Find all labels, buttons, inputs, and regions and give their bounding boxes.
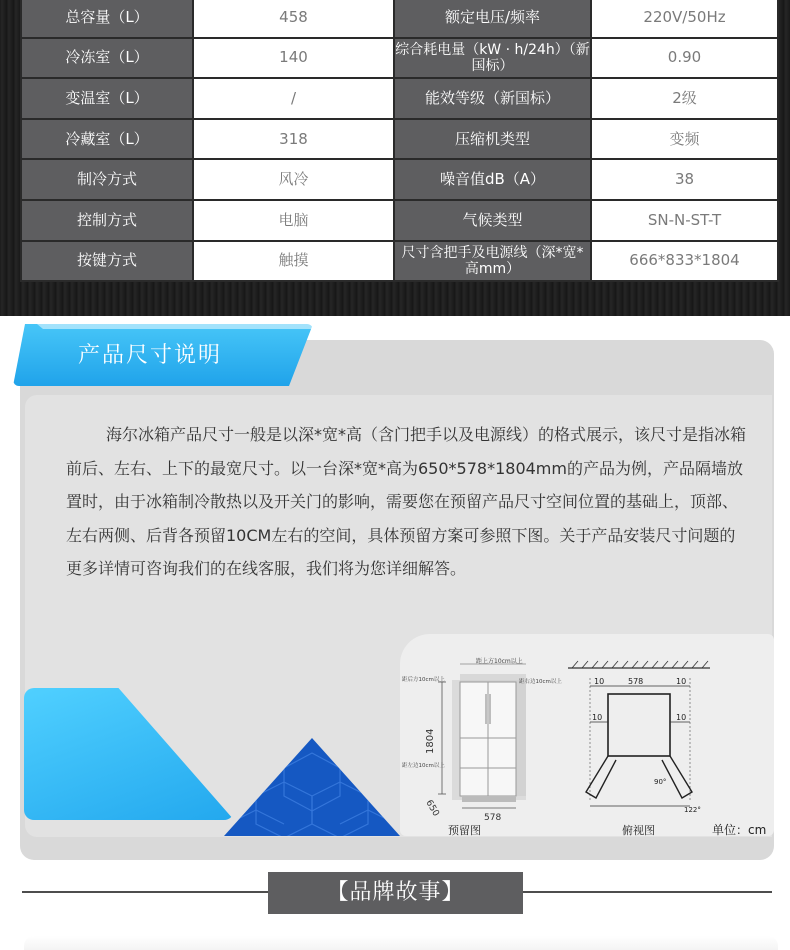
gap-top-right: 10 [676,677,687,686]
spec-key: 尺寸含把手及电源线（深*宽*高mm） [394,241,591,282]
back-clearance-note: 距后方10cm以上 [402,677,445,683]
dimension-diagram [400,634,774,836]
size-description: 海尔冰箱产品尺寸一般是以深*宽*高（含门把手以及电源线）的格式展示，该尺寸是指冰箱前后、左右、上下的最宽尺寸。以一台深*宽*高为650*578*1804mm的产品为例，产品隔墙放置时，由于冰箱制冷散热以及开关门的影响，需要您在预留产品尺寸空间位置的基础上，顶部、左右两侧、后背各预留10CM左右的空间，具体预留方案可参照下图。关于产品安装尺寸问题的更多详情可咨询我们的在线客服，我们将为您详细解答。 [66,425,747,578]
spec-key: 能效等级（新国标） [394,78,591,119]
spec-value: / [193,78,394,119]
table-row [21,200,778,241]
spec-key: 变温室（L） [21,78,193,119]
spec-table [20,0,779,282]
spec-value: SN-N-ST-T [591,200,778,241]
table-row [21,119,778,160]
plan-width: 578 [628,677,644,686]
spec-value: 318 [193,119,394,160]
section-title: 产品尺寸说明 [78,343,223,368]
front-diagram-label: 预留图 [448,824,481,836]
top-clearance-note: 距上方10cm以上 [476,658,523,665]
spec-value: 38 [591,159,778,200]
spec-key: 噪音值dB（A） [394,159,591,200]
spec-value: 0.90 [591,38,778,79]
brand-story-card-top [24,936,778,950]
spec-value: 220V/50Hz [591,0,778,38]
width-dimension: 578 [484,813,502,823]
svg-text:距左边10cm以上 [402,761,445,769]
spec-key: 额定电压/频率 [394,0,591,38]
size-section [0,316,790,876]
spec-value: 风冷 [193,159,394,200]
brand-story-title: 【品牌故事】 [268,872,523,914]
spec-value: 2级 [591,78,778,119]
spec-table-section [0,0,790,316]
table-row [21,159,778,200]
gap-side-right: 10 [676,713,687,722]
svg-text:距后方10cm以上 [402,675,445,683]
spec-key: 总容量（L） [21,0,193,38]
height-dimension: 1804 [425,728,436,754]
spec-key: 综合耗电量（kW · h/24h）（新国标） [394,38,591,79]
spec-value: 变频 [591,119,778,160]
top-diagram-label: 俯视图 [622,824,655,836]
gap-top-left: 10 [594,677,605,686]
right-clearance-note: 距右边10cm以上 [519,679,562,685]
spec-key: 制冷方式 [21,159,193,200]
top-view-diagram [568,661,710,836]
gap-side-left: 10 [592,713,603,722]
spec-value: 666*833*1804 [591,241,778,282]
table-row [21,0,778,38]
spec-key: 压缩机类型 [394,119,591,160]
door-angle-90: 90° [654,778,667,786]
brand-story-section [0,876,790,950]
spec-key: 冷冻室（L） [21,38,193,79]
spec-value: 458 [193,0,394,38]
spec-value: 电脑 [193,200,394,241]
table-row [21,78,778,119]
depth-dimension: 650 [423,798,441,819]
table-row [21,38,778,79]
spec-key: 冷藏室（L） [21,119,193,160]
spec-key: 气候类型 [394,200,591,241]
front-view-diagram [402,657,562,836]
spec-value: 触摸 [193,241,394,282]
unit-label: 单位：cm [712,823,767,836]
door-angle-122: 122° [684,806,701,814]
table-row [21,241,778,282]
spec-key: 按键方式 [21,241,193,282]
svg-text:距右边10cm以上 [519,677,562,685]
spec-value: 140 [193,38,394,79]
left-clearance-note: 距左边10cm以上 [402,763,445,769]
spec-key: 控制方式 [21,200,193,241]
